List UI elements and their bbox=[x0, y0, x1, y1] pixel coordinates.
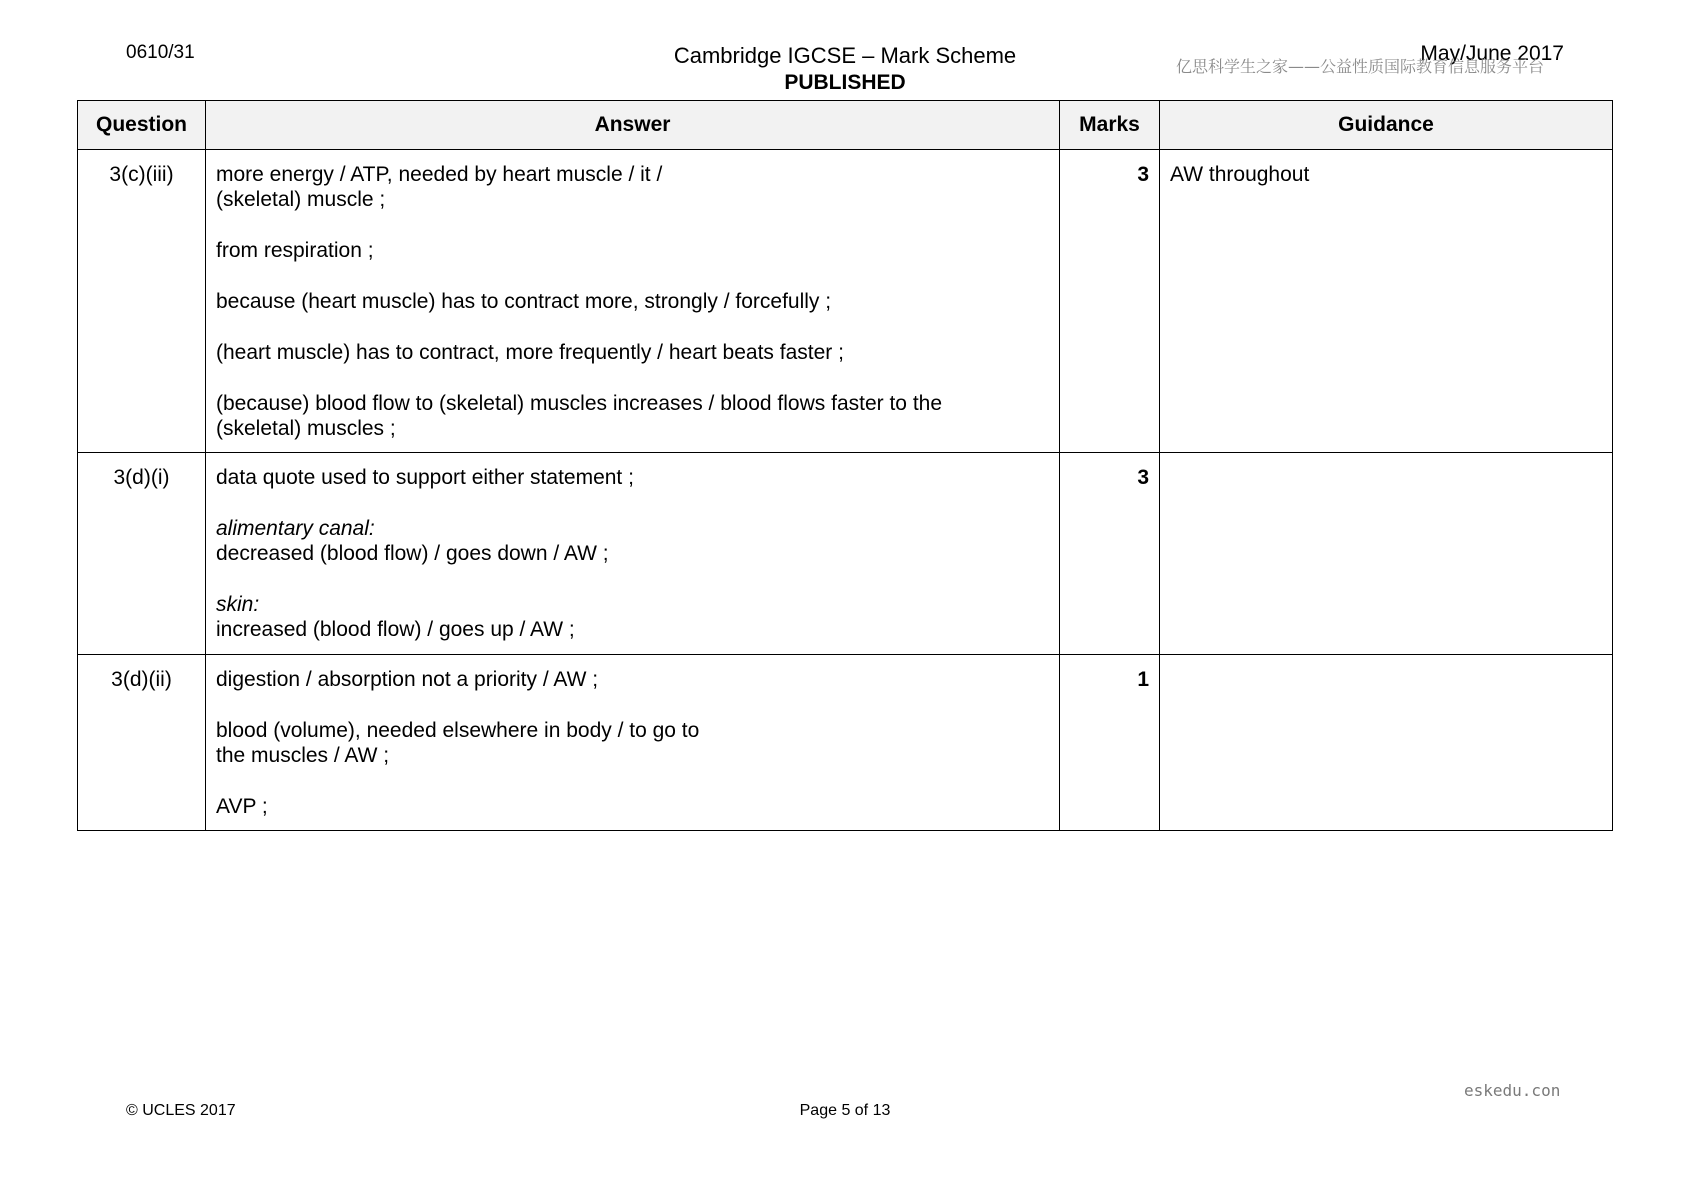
question-number: 3(d)(ii) bbox=[78, 655, 206, 831]
marks-value: 3 bbox=[1060, 150, 1160, 453]
answer-line: blood (volume), needed elsewhere in body / to go to bbox=[216, 719, 700, 742]
answer-line: (skeletal) muscles ; bbox=[216, 417, 396, 440]
guidance-cell bbox=[1160, 655, 1613, 831]
answer-line: AVP ; bbox=[216, 795, 268, 818]
table-row bbox=[78, 150, 1613, 453]
question-number: 3(d)(i) bbox=[78, 453, 206, 655]
table-header-row bbox=[78, 101, 1613, 150]
answer-line: increased (blood flow) / goes up / AW ; bbox=[216, 618, 575, 641]
exam-session-date: May/June 2017 bbox=[1420, 42, 1564, 65]
document-header bbox=[560, 42, 1130, 96]
paper-code: 0610/31 bbox=[126, 42, 195, 63]
mark-scheme-table bbox=[77, 100, 1613, 831]
guidance-cell bbox=[1160, 453, 1613, 655]
marks-value: 3 bbox=[1060, 453, 1160, 655]
answer-cell bbox=[206, 655, 1060, 831]
question-number: 3(c)(iii) bbox=[78, 150, 206, 453]
footer-watermark: eskedu.con bbox=[1464, 1081, 1561, 1100]
table-row bbox=[78, 453, 1613, 655]
copyright-notice: © UCLES 2017 bbox=[126, 1102, 236, 1119]
table-row bbox=[78, 655, 1613, 831]
answer-line: (because) blood flow to (skeletal) muscles increases / blood flows faster to the bbox=[216, 392, 943, 415]
published-label: PUBLISHED bbox=[784, 71, 906, 94]
answer-line: decreased (blood flow) / goes down / AW ; bbox=[216, 542, 609, 565]
column-header-guidance: Guidance bbox=[1160, 101, 1613, 150]
document-title: Cambridge IGCSE – Mark Scheme bbox=[673, 43, 1017, 68]
column-header-marks: Marks bbox=[1060, 101, 1160, 150]
answer-line: (heart muscle) has to contract, more frequently / heart beats faster ; bbox=[216, 341, 844, 364]
watermark-text: 亿思科学生之家——公益性质国际教育信息服务平台 bbox=[1176, 57, 1545, 76]
answer-subheading: skin: bbox=[216, 593, 260, 616]
answer-line: the muscles / AW ; bbox=[216, 744, 390, 767]
column-header-question: Question bbox=[78, 101, 206, 150]
page-number: Page 5 of 13 bbox=[799, 1102, 891, 1119]
answer-line: data quote used to support either statement ; bbox=[216, 466, 634, 489]
answer-cell bbox=[206, 453, 1060, 655]
answer-line: (skeletal) muscle ; bbox=[216, 188, 386, 211]
answer-cell bbox=[206, 150, 1060, 453]
answer-line: digestion / absorption not a priority / AW ; bbox=[216, 668, 599, 691]
answer-subheading: alimentary canal: bbox=[216, 517, 375, 540]
answer-line: because (heart muscle) has to contract more, strongly / forcefully ; bbox=[216, 290, 832, 313]
answer-line: from respiration ; bbox=[216, 239, 374, 262]
column-header-answer: Answer bbox=[206, 101, 1060, 150]
answer-line: more energy / ATP, needed by heart muscle / it / bbox=[216, 163, 663, 186]
marks-value: 1 bbox=[1060, 655, 1160, 831]
guidance-cell: AW throughout bbox=[1160, 150, 1613, 453]
